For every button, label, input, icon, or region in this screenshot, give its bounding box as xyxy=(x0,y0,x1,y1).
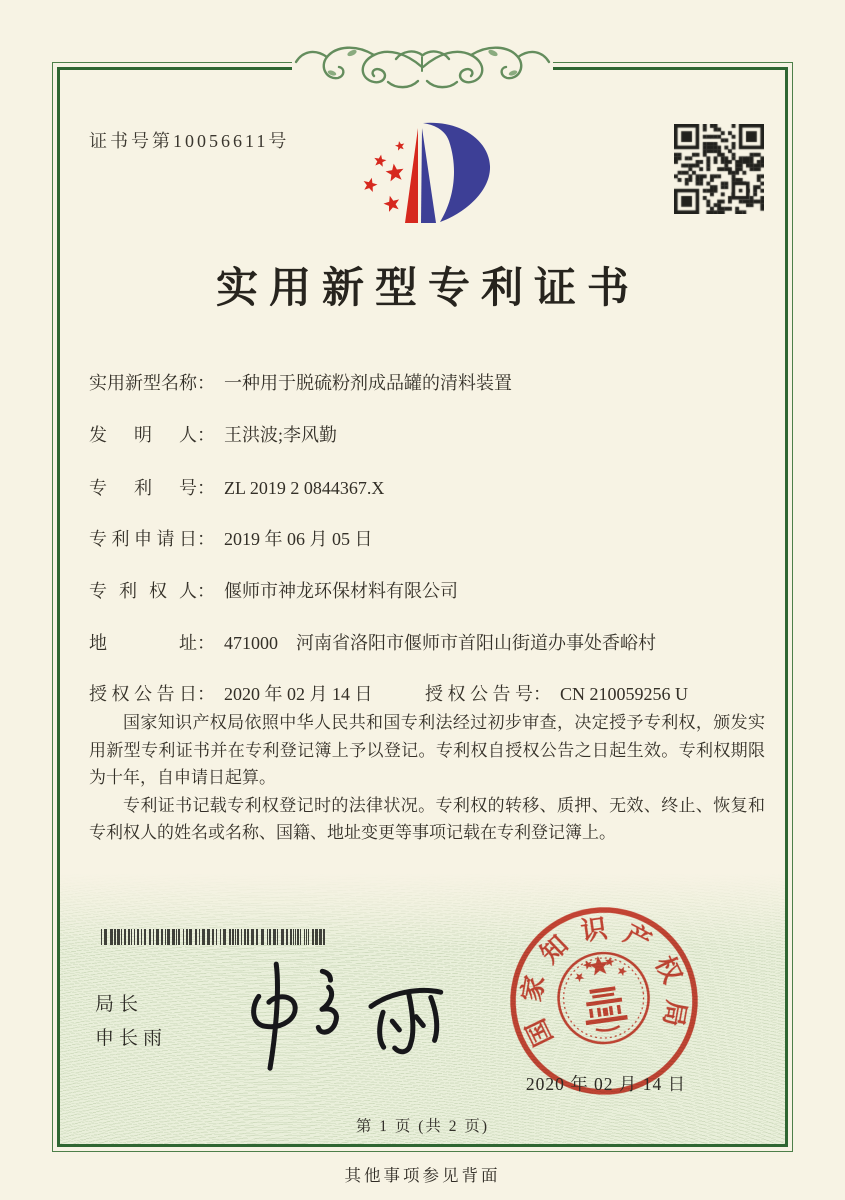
field-colon: ： xyxy=(197,633,215,653)
field-colon: ： xyxy=(197,684,215,704)
field-label: 授权公告号 xyxy=(425,684,533,704)
svg-text:家: 家 xyxy=(517,973,551,1004)
field-row-grant xyxy=(89,680,689,706)
field-colon: ： xyxy=(197,373,215,393)
svg-text:产: 产 xyxy=(619,918,656,957)
svg-text:识: 识 xyxy=(579,914,609,947)
body-paragraphs xyxy=(89,709,765,847)
field-value: 2019 年 06 月 05 日 xyxy=(224,529,373,549)
svg-text:知: 知 xyxy=(534,930,574,970)
page-number: 第 1 页 (共 2 页) xyxy=(355,1118,490,1135)
officer-title: 局长 xyxy=(95,994,144,1015)
dragon-scroll-ornament-icon xyxy=(292,33,553,99)
qr-code xyxy=(674,124,764,214)
field-colon: ： xyxy=(197,478,215,498)
national-emblem-icon xyxy=(553,947,655,1049)
field-value: 2020 年 02 月 14 日 xyxy=(224,684,373,704)
field-value: 王洪波;李风勤 xyxy=(224,425,338,445)
certificate-title: 实用新型专利证书 xyxy=(215,266,640,312)
field-colon: ： xyxy=(197,581,215,601)
paragraph: 专利证书记载专利权登记时的法律状况。专利权的转移、质押、无效、终止、恢复和专利权人的姓名或名称、国籍、地址变更等事项记载在专利登记簿上。 xyxy=(89,795,765,842)
barcode xyxy=(101,929,329,945)
seal-date: 2020 年 02 月 14 日 xyxy=(525,1074,687,1094)
field-label: 发明人 xyxy=(89,425,197,445)
field-value: CN 210059256 U xyxy=(560,684,689,704)
field-colon: ： xyxy=(197,425,215,445)
field-value: 一种用于脱硫粉剂成品罐的清料装置 xyxy=(224,373,512,393)
field-label: 专利号 xyxy=(89,478,197,498)
back-note: 其他事项参见背面 xyxy=(344,1166,501,1185)
field-value: 偃师市神龙环保材料有限公司 xyxy=(224,581,458,601)
certificate-frame xyxy=(52,62,793,1152)
field-grant-number xyxy=(425,680,688,706)
field-value: 471000 河南省洛阳市偃师市首阳山街道办事处香峪村 xyxy=(224,633,656,653)
field-row-name xyxy=(89,369,512,395)
svg-text:局: 局 xyxy=(657,998,691,1029)
field-value: ZL 2019 2 0844367.X xyxy=(224,478,385,498)
cnipa-logo-icon xyxy=(341,115,511,237)
svg-text:权: 权 xyxy=(649,951,687,988)
svg-text:国: 国 xyxy=(521,1014,559,1051)
field-row-patentee xyxy=(89,577,458,603)
signature-icon xyxy=(225,949,455,1071)
certificate-number: 证书号第10056611号 xyxy=(89,131,290,151)
field-colon: ： xyxy=(533,684,551,704)
field-row-patent-number xyxy=(89,474,384,500)
field-label: 专利权人 xyxy=(89,581,197,601)
paragraph: 国家知识产权局依照中华人民共和国专利法经过初步审查，决定授予专利权，颁发实用新型专利证书并在专利登记簿上予以登记。专利权自授权公告之日起生效。专利权期限为十年，自申请日起算。 xyxy=(89,713,765,787)
field-row-filing-date xyxy=(89,525,373,551)
field-label: 授权公告日 xyxy=(89,684,197,704)
field-row-inventor xyxy=(89,421,337,447)
field-label: 实用新型名称 xyxy=(89,373,197,393)
field-colon: ： xyxy=(197,529,215,549)
field-row-address xyxy=(89,629,656,655)
field-label: 专利申请日 xyxy=(89,529,197,549)
field-label: 地址 xyxy=(89,633,197,653)
officer-name: 申长雨 xyxy=(95,1028,168,1049)
